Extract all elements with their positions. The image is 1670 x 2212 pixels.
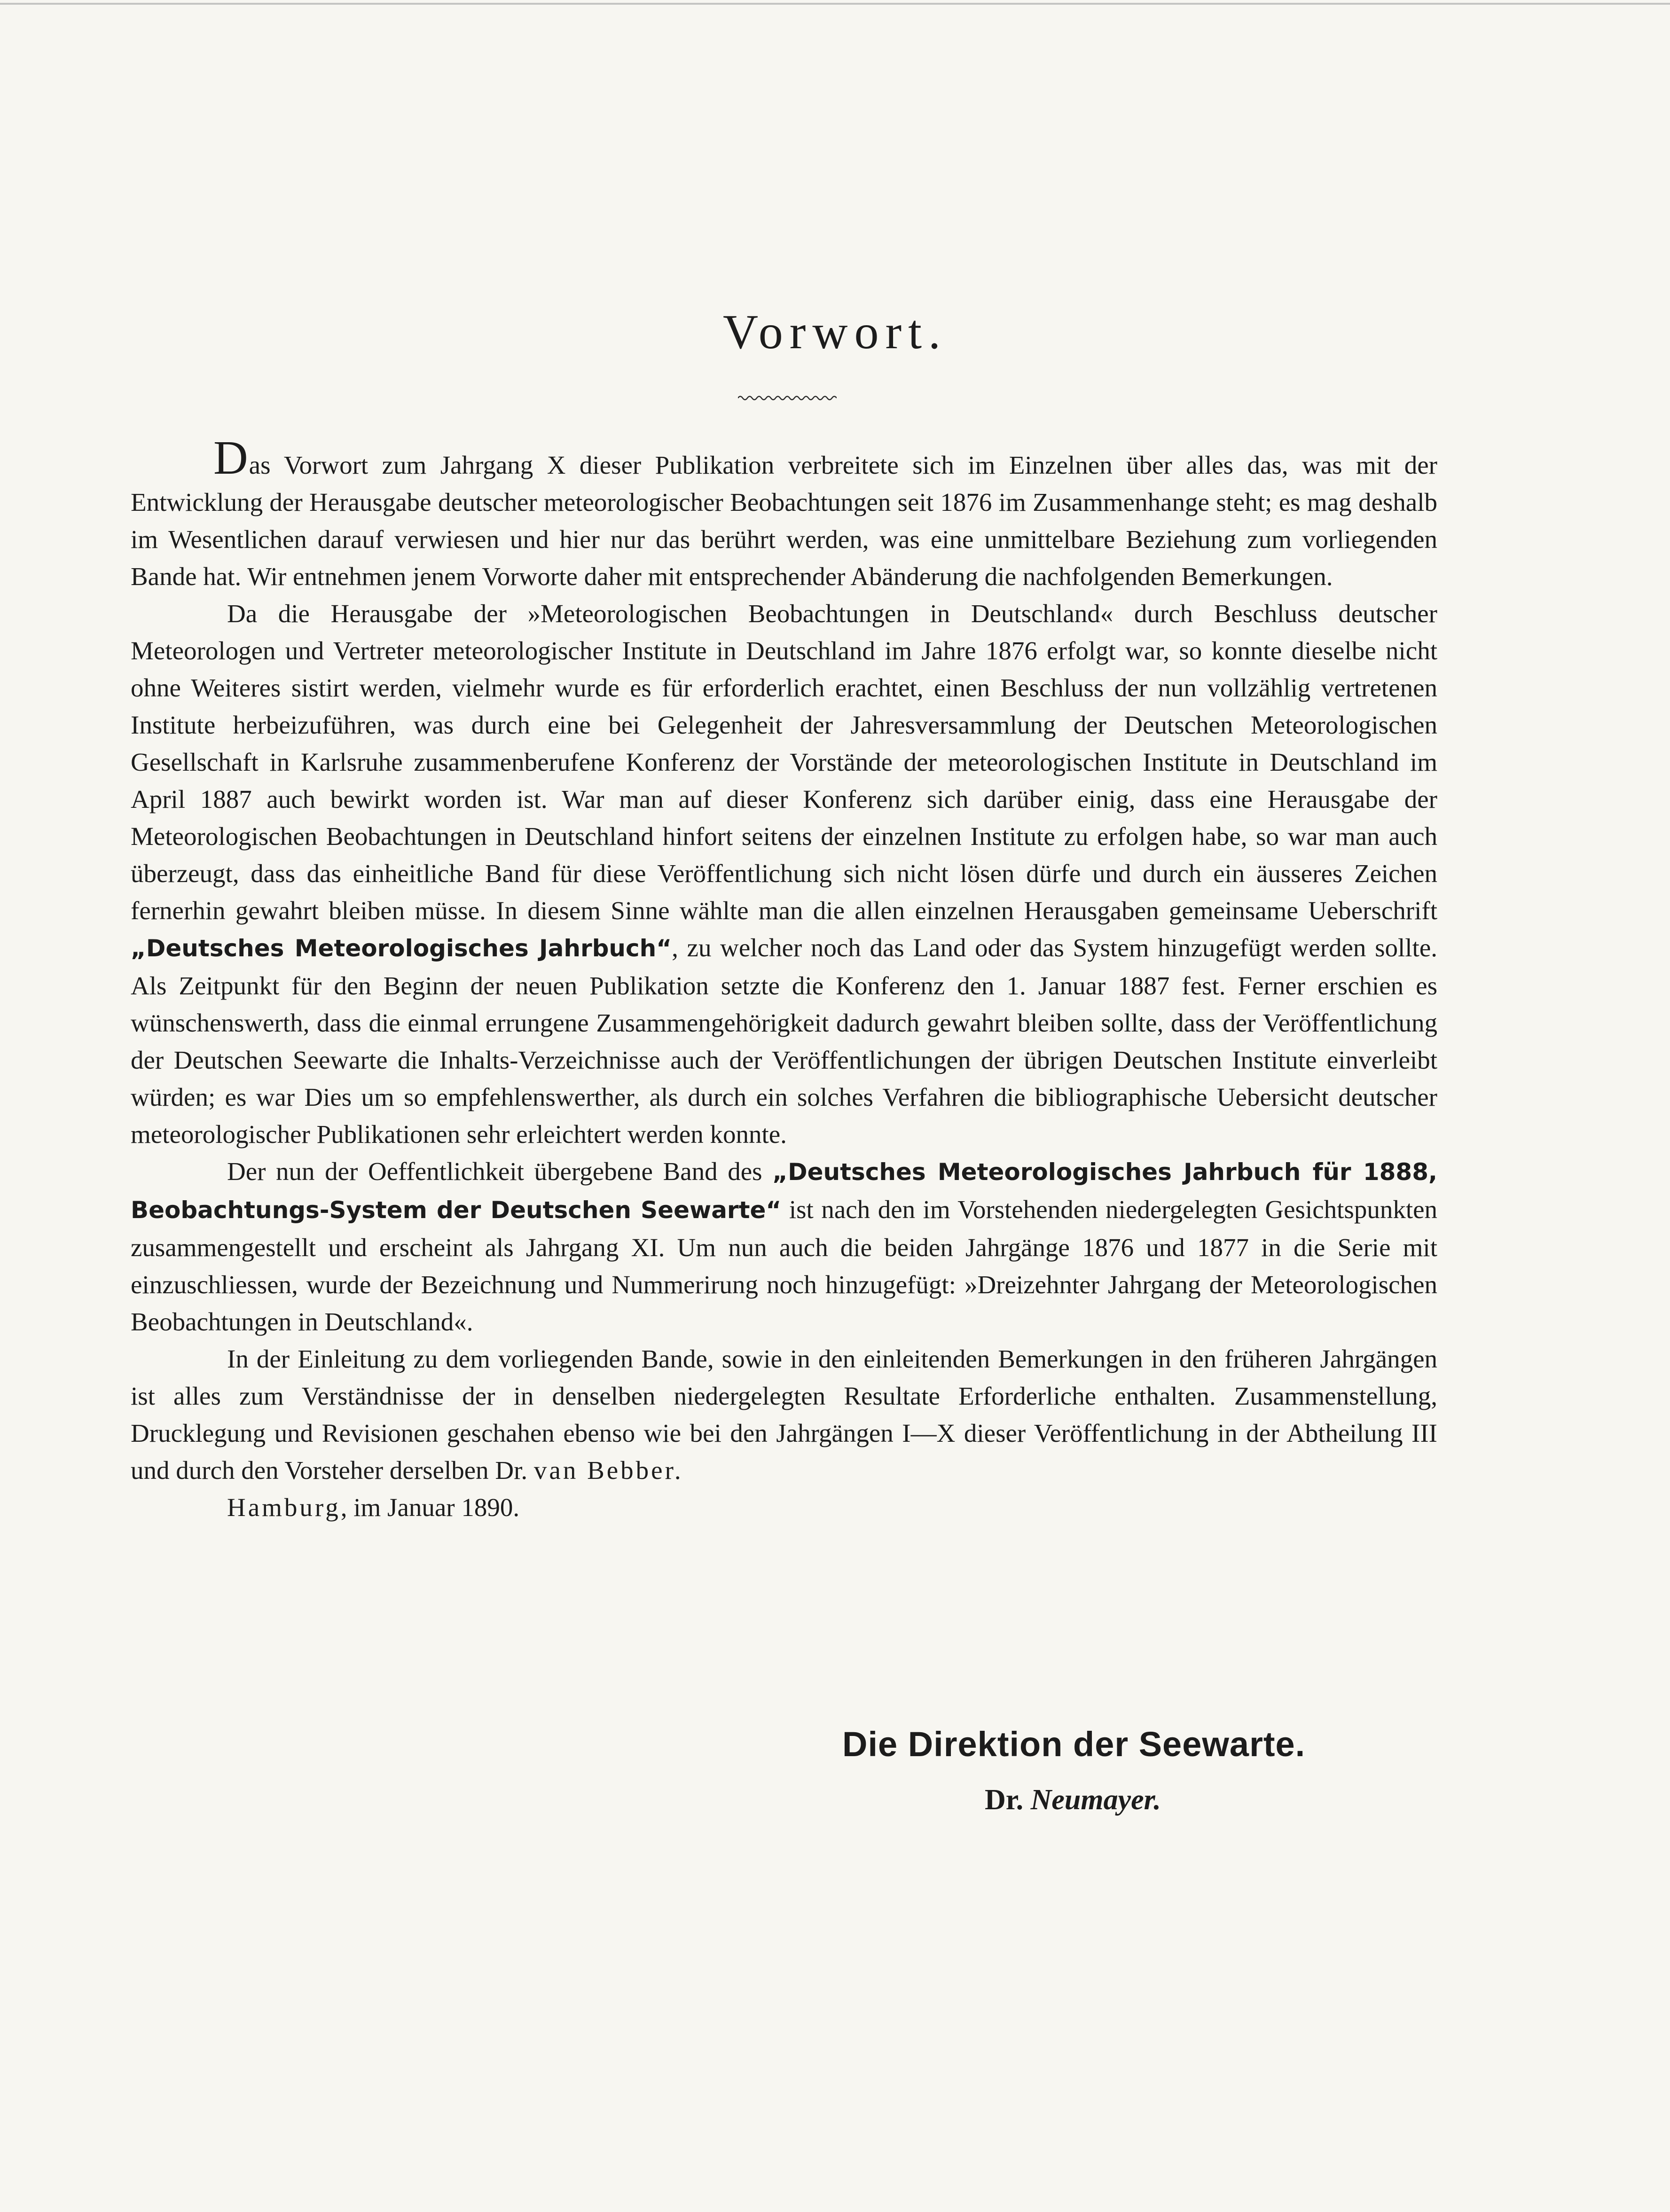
paragraph-2 [131,595,1437,1153]
signature-surname: Neumayer. [1030,1784,1161,1816]
jahrbuch-title-reference: „Deutsches Meteorologisches Jahrbuch“ [131,935,672,962]
place-date-line [131,1489,1437,1526]
paragraph-3 [131,1153,1437,1340]
volume-title-reference: „Deutsches Meteorologisches Jahrbuch für 1888, Beobachtungs-System der Deutschen Seewarte“ [131,1158,1437,1224]
place-name: Hamburg [227,1493,341,1522]
signature-organization: Die Direktion der Seewarte. [842,1725,1306,1764]
preface-body [131,431,1438,1526]
signature-title: Dr. [985,1784,1024,1816]
signature-block [842,1727,1453,1814]
title-wave-ornament [738,394,837,402]
page-title: Vorwort. [723,305,947,359]
paragraph-3-text-b: ist nach den im Vorstehenden niedergelegten Gesichtspunkten zusammengestellt und erscheint als Jahrgang XI. Um nun auch die beiden Jahrgänge 1876 und 1877 in die Serie mit einzuschliessen, wurde der Bezeichnung und Nummerirung noch hinzugefügt: »Dreizehnter Jahrgang der Meteorologischen Beobachtungen in Deutschland«. [131,1195,1438,1336]
top-edge-rule [0,3,1670,5]
paragraph-4 [131,1340,1437,1489]
paragraph-3-text-a: Der nun der Oeffentlichkeit übergebene Band des [227,1157,762,1186]
editor-name: van Bebber. [533,1456,683,1485]
signature-name [985,1785,1453,1814]
date-text: , im Januar 1890. [340,1493,520,1522]
paragraph-2-text-b: , zu welcher noch das Land oder das System hinzugefügt werden sollte. Als Zeitpunkt für den Beginn der neuen Publikation setzte die Konferenz den 1. Januar 1887 fest. Ferner erschien es wünschenswerth, dass die einmal errungene Zusammengehörigkeit dadurch gewahrt bleiben sollte, dass der Veröffentlichung der Deutschen Seewarte die Inhalts-Verzeichnisse auch der Veröffentlichungen der übrigen Deutschen Institute einverleibt würden; es war Dies um so empfehlenswerther, als durch ein solches Verfahren die bibliographische Uebersicht deutscher meteorologischer Publikationen sehr erleichtert werden konnte. [131,933,1438,1149]
drop-initial: D [213,431,248,485]
paragraph-2-text-a: Da die Herausgabe der »Meteorologischen Beobachtungen in Deutschland« durch Beschluss deutscher Meteorologen und Vertreter meteorologischer Institute in Deutschland im Jahre 1876 erfolgt war, so konnte dieselbe nicht ohne Weiteres sistirt werden, vielmehr wurde es für erforderlich erachtet, einen Beschluss der nun vollzählig vertretenen Institute herbeizuführen, was durch eine bei Gelegenheit der Jahresversammlung der Deutschen Meteorologischen Gesellschaft in Karlsruhe zusammenberufene Konferenz der Vorstände der meteorologischen Institute in Deutschland im April 1887 auch bewirkt worden ist. War man auf dieser Konferenz sich darüber einig, dass eine Herausgabe der Meteorologischen Beobachtungen in Deutschland hinfort seitens der einzelnen Institute zu erfolgen habe, so war man auch überzeugt, dass das einheitliche Band für diese Veröffentlichung sich nicht lösen dürfe und durch ein äusseres Zeichen fernerhin gewahrt bleiben müsse. In diesem Sinne wählte man die allen einzelnen Herausgaben gemeinsame Ueberschrift [131,599,1437,925]
paragraph-1 [131,431,1437,595]
paragraph-1-text: as Vorwort zum Jahrgang X dieser Publikation verbreitete sich im Einzelnen über alles das, was mit der Entwicklung der Herausgabe deutscher meteorologischer Beobachtungen seit 1876 im Zusammenhange steht; es mag deshalb im Wesentlichen darauf verwiesen und hier nur das berührt werden, was eine unmittelbare Beziehung zum vorliegenden Bande hat. Wir entnehmen jenem Vorworte daher mit entsprechender Abänderung die nachfolgenden Bemerkungen. [131,451,1437,591]
paragraph-4-text: In der Einleitung zu dem vorliegenden Bande, sowie in den einleitenden Bemerkungen in den früheren Jahrgängen ist alles zum Verständnisse der in denselben niedergelegten Resultate Erforderliche enthalten. Zusammenstellung, Drucklegung und Revisionen geschahen ebenso wie bei den Jahrgängen I—X dieser Veröffentlichung in der Abtheilung III und durch den Vorsteher derselben Dr. [131,1344,1437,1485]
